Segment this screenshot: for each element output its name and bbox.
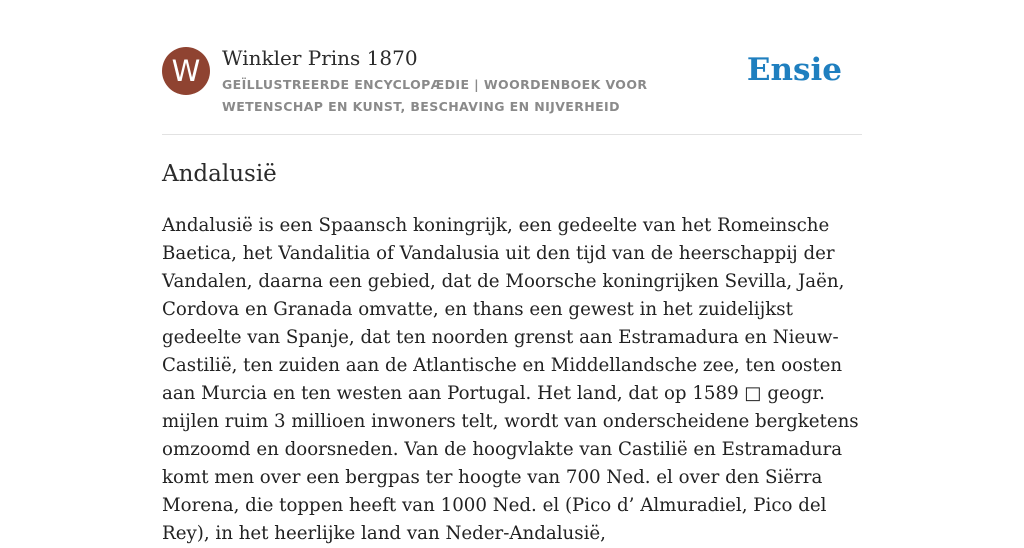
article-body: Andalusië is een Spaansch koningrijk, een gedeelte van het Romeinsche Baetica, het Vandalitia of Vandalusia uit den tijd van de heerschappij der Vandalen, daarna een gebied, dat de Moorsche koningrijken Sevilla, Jaën, Cordova en Granada omvatte, en thans een gewest in het zuidelijkst gedeelte van Spanje, dat ten noorden grenst aan Estramadura en Nieuw-Castilië, ten zuiden aan de Atlantische en Middellandsche zee, ten oosten aan Murcia en ten westen aan Portugal. Het land, dat op 1589 □ geogr. mijlen ruim 3 millioen inwoners telt, wordt van onderscheidene bergketens omzoomd en doorsneden. Van de hoogvlakte van Castilië en Estramadura komt men over een bergpas ter hoogte van 700 Ned. el over den Siërra Morena, die toppen heeft van 1000 Ned. el (Pico d’ Almuradiel, Pico del Rey), in het heerlijke land van Neder-Andalusië, — [162, 215, 859, 544]
source-subtitle: GEÏLLUSTREERDE ENCYCLOPÆDIE | WOORDENBOEK VOOR WETENSCHAP EN KUNST, BESCHAVING EN NIJVERHEID — [222, 77, 648, 114]
source-title[interactable]: Winkler Prins 1870 — [222, 46, 418, 70]
source-info — [222, 44, 752, 118]
article-title: Andalusië — [162, 161, 277, 187]
header-divider — [162, 134, 862, 135]
site-logo[interactable]: Ensie — [746, 52, 842, 88]
avatar[interactable]: W — [162, 47, 210, 95]
site-header — [162, 44, 862, 116]
